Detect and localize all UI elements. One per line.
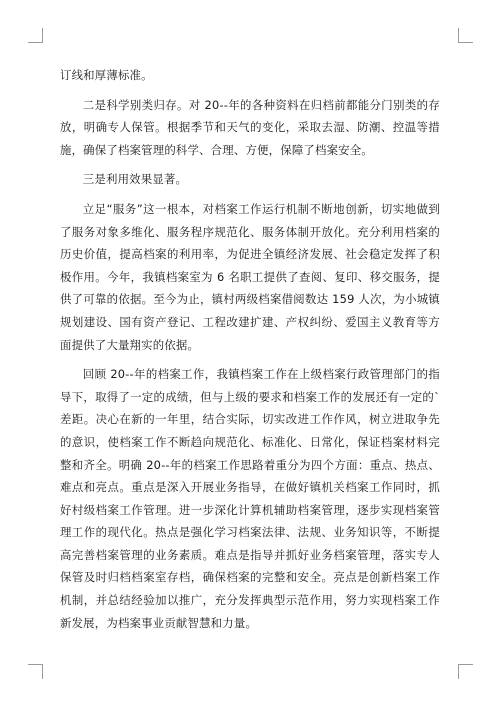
paragraph-utilization-heading: 三是利用效果显著。 bbox=[82, 172, 188, 187]
crop-mark-bottom-right bbox=[458, 664, 473, 679]
paragraph-binding-standard: 订线和厚薄标准。 bbox=[60, 68, 153, 82]
paragraph-classified-storage: 二是科学别类归存。对 20--年的各种资料在归档前都能分门别类的存放，明确专人保管。根据季节和天气的变化，采取去湿、防潮、控温等措施，确保了档案管理的科学、合理、方便，保障了档案安全。 bbox=[60, 97, 440, 157]
paragraph-service-focus: 立足“服务”这一根本，对档案工作运行机制不断地创新，切实地做到了服务对象多维化、服务程序规范化、服务体制开放化。充分利用档案的历史价值，提高档案的利用率，为促进全镇经济发展、社会稳定发挥了积极作用。今年，我镇档案室为 6 名职工提供了查阅、复印、移交服务，提供了可靠的依据。至今为止，镇村两级档案借阅数达 159 人次，为小城镇规划建设、国有资产登记、工程改建扩建、产权纠纷、爱国主义教育等方面提供了大量翔实的依据。 bbox=[60, 201, 440, 352]
paragraph-review-and-plan: 回顾 20--年的档案工作，我镇档案工作在上级档案行政管理部门的指导下，取得了一定的成绩，但与上级的要求和档案工作的发展还有一定的`差距。决心在新的一年里，结合实际，切实改进工作作风，树立进取争先的意识，使档案工作不断趋向规范化、标准化、日常化，保证档案材料完整和齐全。明确 20--年的档案工作思路着重分为四个方面：重点、热点、难点和亮点。重点是深入开展业务指导，在做好镇机关档案工作同时，抓好村级档案工作管理。进一步深化计算机辅助档案管理，逐步实现档案管理工作的现代化。热点是强化学习档案法律、法规、业务知识等，不断提高完善档案管理的业务素质。难点是指导并抓好业务档案管理，落实专人保管及时归档档案室存档，确保档案的完整和安全。亮点是创新档案工作机制，并总结经验加以推广，充分发挥典型示范作用，努力实现档案工作新发展，为档案事业贡献智慧和力量。 bbox=[60, 367, 440, 630]
document-body bbox=[60, 64, 440, 641]
crop-mark-bottom-left bbox=[28, 664, 43, 679]
crop-mark-top-left bbox=[28, 28, 43, 43]
crop-mark-top-right bbox=[458, 28, 473, 43]
